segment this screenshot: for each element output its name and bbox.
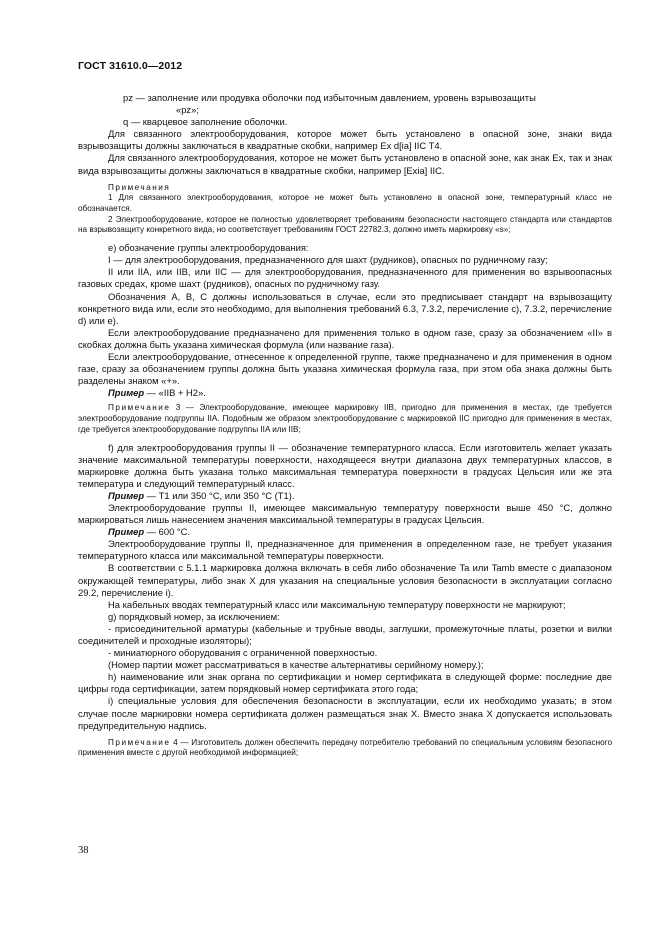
list-item-pz: pz — заполнение или продувка оболочки под избыточным давлением, уровень взрывозащиты [123,92,536,103]
example-label: Пример [108,387,145,399]
note-label: Примечание [108,403,171,413]
note-3 [78,403,612,435]
note-item: 2 Электрооборудование, которое не полностью удовлетворяет требованиям безопасности настоящего стандарта или стандартов на взрывозащиту конкретного вида, но соответствует требованиям ГОСТ 22782.3, должно иметь маркировку «s»; [78,214,612,235]
notes-title: Примечания [108,182,171,192]
paragraph: I — для электрооборудования, предназначенного для шахт (рудников), опасных по рудничному газу; [108,254,548,266]
paragraph: В соответствии с 5.1.1 маркировка должна включать в себя либо обозначение Ta или Tamb вместе с диапазоном окружающей температуры, либо знак X для указания на специальные условия безопасности в эксплуатации согласно 29.2, перечисление i). [78,562,612,598]
paragraph: Если электрооборудование предназначено для применения только в одном газе, сразу за обозначением «II» в скобках должна быть указана химическая формула (или название газа). [78,326,612,350]
list-item-g: g) порядковый номер, за исключением: [108,610,280,622]
list-item-i: i) специальные условия для обеспечения безопасности в эксплуатации, если их необходимо указать; в этом случае после маркировки номера сертификата должен размещаться знак X. Вместо знака X допускается использовать предупредительную надпись. [78,695,612,731]
paragraph: Электрооборудование группы II, предназначенное для применения в определенном газе, не требует указания температурного класса или максимальной температуры поверхности. [78,538,612,562]
example-text: — 600 °C. [144,526,191,538]
paragraph: (Номер партии может рассматриваться в качестве альтернативы серийному номеру.); [108,659,484,671]
list-item-h: h) наименование или знак органа по сертификации и номер сертификата в следующей форме: последние две цифры года сертификации, затем порядковый номер сертификата этого года; [78,671,612,695]
example-label: Пример [108,489,145,501]
paragraph: Электрооборудование группы II, имеющее максимальную температуру поверхности выше 450 °C, должно маркироваться лишь нанесением значения максимальной температуры в градусах Цельсия. [78,501,612,526]
paragraph: Если электрооборудование, отнесенное к определенной группе, также предназначено и для применения в одном газе, сразу за обозначением группы должна быть указана химическая формула газа, при этом оба знака должны быть разделены знаком «+». [78,351,612,387]
paragraph: Для связанного электрооборудования, которое не может быть установлено в опасной зоне, как знак Ex, так и знак вида взрывозащиты должны заключаться в квадратные скобки, например [Exia] IIC. [78,152,612,176]
page-body [78,92,612,759]
note-4 [78,738,612,759]
paragraph: Обозначения A, B, C должны использоваться в случае, если это предписывает стандарт на взрывозащиту конкретного вида или, если это необходимо, для выполнения требований 6.3, 7.3.2, перечисление c), 7.3.2, перечисление d) или e). [78,290,612,326]
list-item-pz-cont: «pz»; [176,104,199,116]
list-item: - присоединительной арматуры (кабельные и трубные вводы, заглушки, промежуточные платы, розетки и вилки соединителей и проходные изоляторы); [78,622,612,646]
example [78,490,612,502]
page-number: 38 [78,845,89,856]
example-text: — «IIB + H2». [144,387,206,399]
note-text: 4 — Изготовитель должен обеспечить передачу потребителю требований по специальным условиям безопасного применения вместе с другой необходимой информацией; [78,737,612,758]
list-item-f: f) для электрооборудования группы II — обозначение температурного класса. Если изготовитель желает указать значение максимальной температуры поверхности, находящееся внутри диапазона двух температурных классов, в маркировке должна быть указана только максимальная температура поверхности в градусах Цельсия или же эта температура и следующий температурный класс. [78,441,612,489]
example-text: — T1 или 350 °C, или 350 °C (T1). [144,489,295,501]
paragraph: Для связанного электрооборудования, которое может быть установлено в опасной зоне, знаки вида взрывозащиты должны заключаться в квадратные скобки, например Ex d[ia] IIC T4. [78,128,612,152]
example [78,387,612,399]
note-item: 1 Для связанного электрооборудования, которое не может быть установлено в опасной зоне, температурный класс не обозначается. [78,193,612,214]
list-item-q: q — кварцевое заполнение оболочки. [123,116,288,128]
paragraph: II или IIA, или IIB, или IIC — для электрооборудования, предназначенного для применения во взрывоопасных газовых средах, кроме шахт (рудников), опасных по рудничному газу. [78,266,612,290]
list-item: - миниатюрного оборудования с ограниченной поверхностью. [108,647,378,659]
note-label: Примечание [108,737,171,747]
example-label: Пример [108,526,145,538]
note-text: 3 — Электрооборудование, имеющее маркировку IIB, пригодно для применения в местах, где требуется электрооборудование подгруппы IIA. Подобным же образом электрооборудование с маркировкой IIC пригодно для применения в местах, где требуется электрооборудование подгруппы IIA или IIB; [78,403,612,434]
document-header: ГОСТ 31610.0—2012 [78,60,183,72]
paragraph: На кабельных вводах температурный класс или максимальную температуру поверхности не маркируют; [108,598,566,610]
example [78,526,612,538]
list-item-e: e) обозначение группы электрооборудования: [108,242,309,254]
